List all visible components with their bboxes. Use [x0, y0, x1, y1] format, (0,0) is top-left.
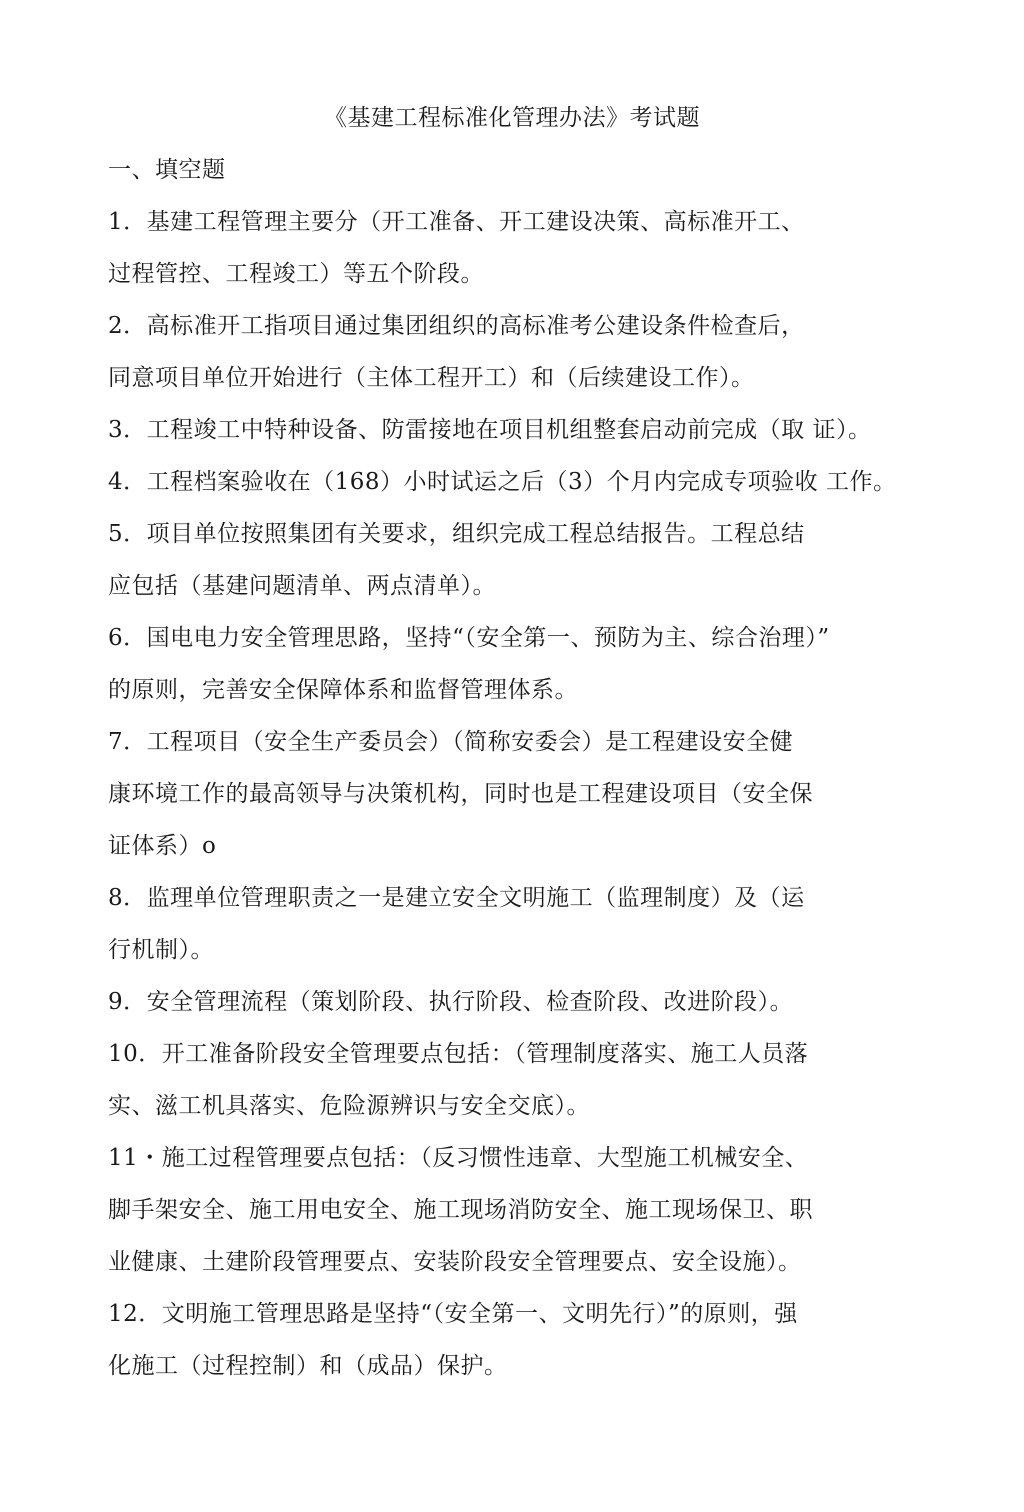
question-11-line-1: 11・施工过程管理要点包括：（反习惯性违章、大型施工机械安全、: [108, 1145, 809, 1171]
question-8-line-2: 行机制）。: [108, 937, 214, 963]
question-7-line-2: 康环境工作的最高领导与决策机构，同时也是工程建设项目（安全保: [108, 781, 813, 807]
question-1-line-2: 过程管控、工程竣工）等五个阶段。: [108, 261, 484, 287]
question-11-line-2: 脚手架安全、施工用电安全、施工现场消防安全、施工现场保卫、职: [108, 1197, 813, 1223]
question-10-line-1: 10．开工准备阶段安全管理要点包括：（管理制度落实、施工人员落: [108, 1041, 809, 1067]
question-9-line-1: 9．安全管理流程（策划阶段、执行阶段、检查阶段、改进阶段）。: [108, 989, 794, 1015]
section-heading: 一、填空题: [108, 157, 226, 183]
question-2-line-2: 同意项目单位开始进行（主体工程开工）和（后续建设工作）。: [108, 365, 755, 391]
question-6-line-2: 的原则，完善安全保障体系和监督管理体系。: [108, 677, 578, 703]
document-title: 《基建工程标准化管理办法》考试题: [324, 105, 700, 131]
question-3-line-1: 3．工程竣工中特种设备、防雷接地在项目机组整套启动前完成（取 证）。: [108, 417, 872, 443]
question-8-line-1: 8．监理单位管理职责之一是建立安全文明施工（监理制度）及（运: [108, 885, 805, 911]
question-2-line-1: 2．高标准开工指项目通过集团组织的高标准考公建设条件检查后，: [108, 313, 805, 339]
question-10-line-2: 实、滋工机具落实、危险源辨识与安全交底）。: [108, 1093, 590, 1119]
question-5-line-2: 应包括（基建问题清单、两点清单）。: [108, 573, 496, 599]
question-1-line-1: 1．基建工程管理主要分（开工准备、开工建设决策、高标准开工、: [108, 209, 805, 235]
question-6-line-1: 6．国电电力安全管理思路，坚持“（安全第一、预防为主、综合治理）”: [108, 625, 830, 651]
question-12-line-2: 化施工（过程控制）和（成品）保护。: [108, 1353, 508, 1379]
question-4-line-1: 4．工程档案验收在（168）小时试运之后（3）个月内完成专项验收 工作。: [108, 469, 897, 495]
question-7-line-3: 证体系）o: [108, 833, 217, 859]
question-11-line-3: 业健康、土建阶段管理要点、安装阶段安全管理要点、安全设施）。: [108, 1249, 802, 1275]
question-12-line-1: 12．文明施工管理思路是坚持“（安全第一、文明先行）”的原则，强: [108, 1301, 798, 1327]
question-5-line-1: 5．项目单位按照集团有关要求，组织完成工程总结报告。工程总结: [108, 521, 805, 547]
question-7-line-1: 7．工程项目（安全生产委员会）（简称安委会）是工程建设安全健: [108, 729, 794, 755]
